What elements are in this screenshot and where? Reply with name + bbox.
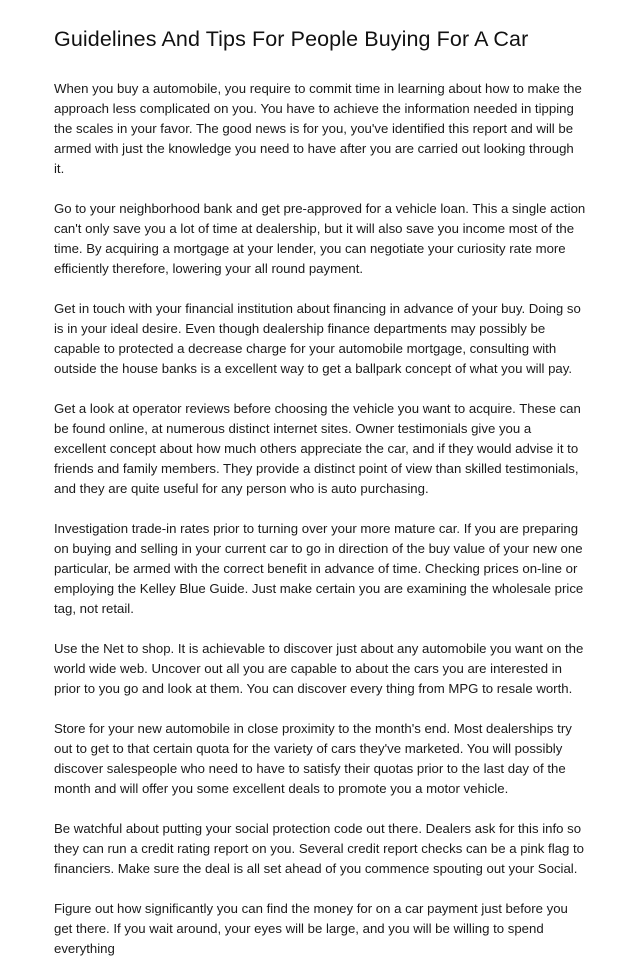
paragraph-9: Figure out how significantly you can find the money for on a car payment just before you get there. If you wait around, your eyes will be large, and you will be willing to spend everything [54,901,568,956]
paragraph-4: Get a look at operator reviews before choosing the vehicle you want to acquire. These can be found online, at numerous distinct internet sites. Owner testimonials give you a excellent concept about how much others appreciate the car, and if they would advise it to friends and family members. They provide a distinct point of view than skilled testimonials, and they are quite useful for any person who is auto purchasing. [54,401,581,496]
paragraph-7: Store for your new automobile in close proximity to the month's end. Most dealerships try out to get to that certain quota for the variety of cars they've marketed. You will possibly discover salespeople who need to have to satisfy their quotas prior to the last day of the month and will offer you some excellent deals to promote you a motor vehicle. [54,721,572,796]
paragraph-1: When you buy a automobile, you require to commit time in learning about how to make the approach less complicated on you. You have to achieve the information needed in tipping the scales in your favor. The good news is for you, you've identified this report and will be armed with just the knowledge you need to have after you are carried out looking through it. [54,81,582,176]
paragraph-5: Investigation trade-in rates prior to turning over your more mature car. If you are preparing on buying and selling in your current car to go in direction of the buy value of your new one particular, be armed with the correct benefit in advance of time. Checking prices on-line or employing the Kelley Blue Guide. Just make certain you are examining the wholesale price tag, not retail. [54,521,584,616]
paragraph-2: Go to your neighborhood bank and get pre-approved for a vehicle loan. This a single action can't only save you a lot of time at dealership, but it will also save you income most of the time. By acquiring a mortgage at your lender, you can negotiate your curiosity rate more efficiently therefore, lowering your all round payment. [54,201,586,276]
paragraph-8: Be watchful about putting your social protection code out there. Dealers ask for this info so they can run a credit rating report on you. Several credit report checks can be a pink flag to financiers. Make sure the deal is all set ahead of you commence spouting out your Social. [54,821,584,876]
paragraph-6: Use the Net to shop. It is achievable to discover just about any automobile you want on the world wide web. Uncover out all you are capable to about the cars you are interested in prior to you go and look at them. You can discover every thing from MPG to resale worth. [54,641,584,696]
document-title: Guidelines And Tips For People Buying For A Car [54,27,529,51]
paragraph-3: Get in touch with your financial institution about financing in advance of your buy. Doing so is in your ideal desire. Even though dealership finance departments may possibly be capable to protected a decrease charge for your automobile mortgage, consulting with outside the house banks is a excellent way to get a ballpark concept of what you will pay. [54,301,581,376]
